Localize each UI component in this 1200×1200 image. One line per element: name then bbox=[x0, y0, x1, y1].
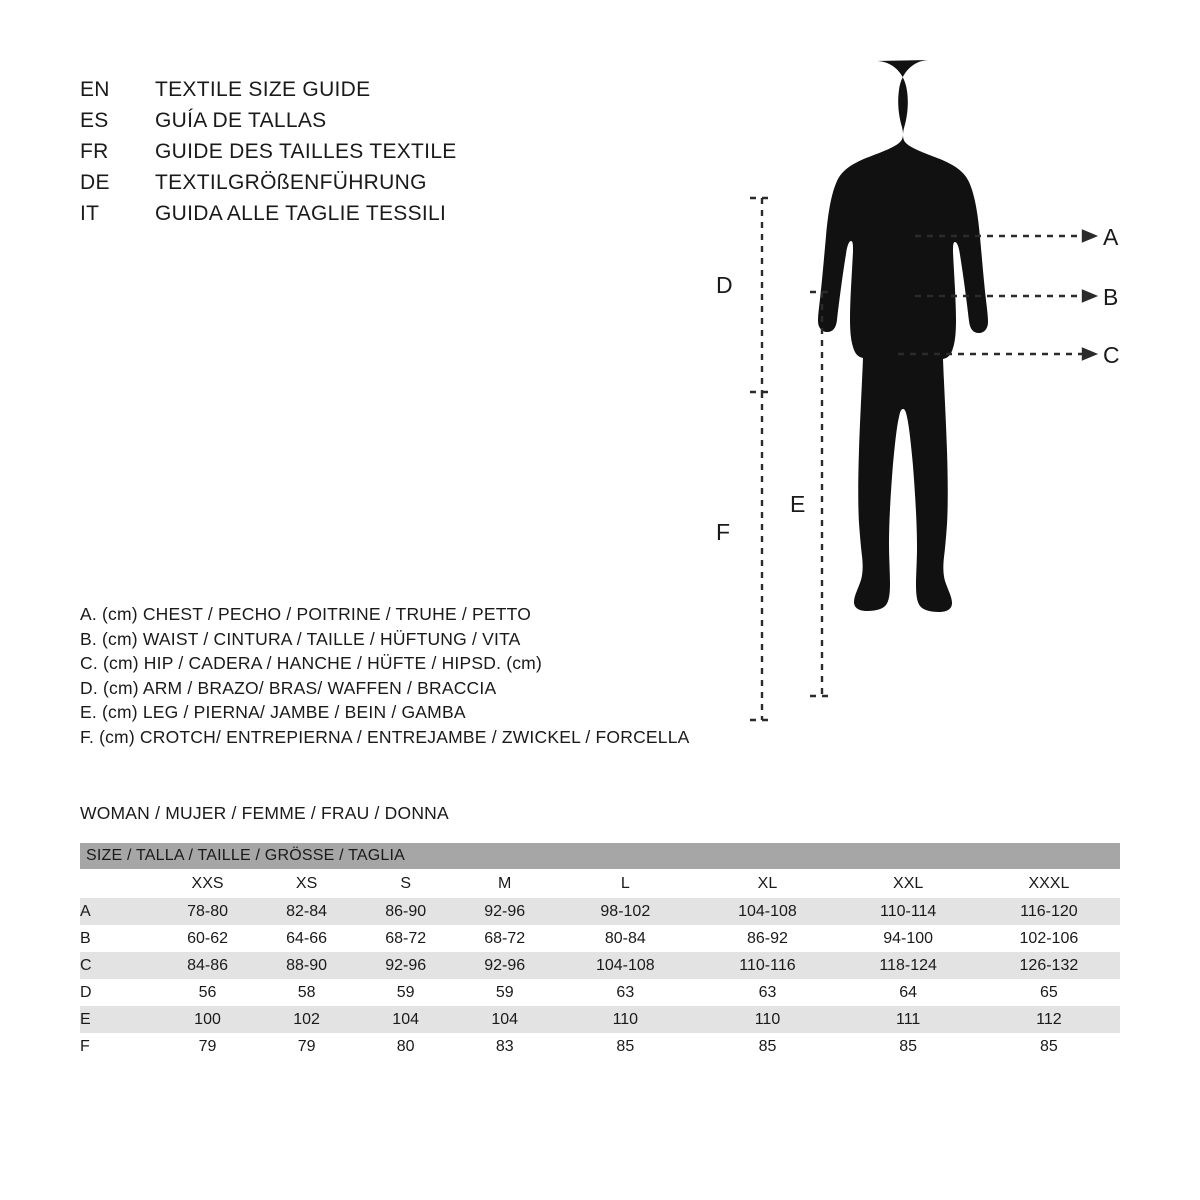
table-row bbox=[80, 979, 1120, 1006]
cell-a-xxxl: 116-120 bbox=[978, 898, 1120, 925]
cell-f-xs: 79 bbox=[257, 1033, 356, 1060]
cell-f-xxs: 79 bbox=[158, 1033, 257, 1060]
leg-measure-line bbox=[810, 292, 834, 696]
table-row bbox=[80, 952, 1120, 979]
cell-b-xxxl: 102-106 bbox=[978, 925, 1120, 952]
table-col-xxl: XXL bbox=[839, 869, 978, 898]
cell-d-l: 63 bbox=[554, 979, 696, 1006]
cell-c-xs: 88-90 bbox=[257, 952, 356, 979]
cell-d-m: 59 bbox=[455, 979, 554, 1006]
cell-b-xxs: 60-62 bbox=[158, 925, 257, 952]
label-waist-B: B bbox=[1103, 284, 1119, 310]
cell-d-xxs: 56 bbox=[158, 979, 257, 1006]
title-lang-de: DE bbox=[80, 171, 110, 194]
title-lang-fr: FR bbox=[80, 140, 109, 163]
cell-b-xl: 86-92 bbox=[696, 925, 838, 952]
cell-c-m: 92-96 bbox=[455, 952, 554, 979]
crotch-measure-line bbox=[750, 392, 774, 720]
cell-e-xl: 110 bbox=[696, 1006, 838, 1033]
cell-a-xxs: 78-80 bbox=[158, 898, 257, 925]
row-label-c: C bbox=[80, 952, 158, 979]
cell-c-xl: 110-116 bbox=[696, 952, 838, 979]
table-col-xs: XS bbox=[257, 869, 356, 898]
row-label-b: B bbox=[80, 925, 158, 952]
label-leg-E: E bbox=[790, 491, 806, 517]
cell-e-xxs: 100 bbox=[158, 1006, 257, 1033]
row-label-d: D bbox=[80, 979, 158, 1006]
row-label-f: F bbox=[80, 1033, 158, 1060]
table-row bbox=[80, 1006, 1120, 1033]
cell-c-xxl: 118-124 bbox=[839, 952, 978, 979]
legend-item-c: C. (cm) HIP / CADERA / HANCHE / HÜFTE / HIPSD. (cm) bbox=[80, 653, 542, 673]
table-col-xxs: XXS bbox=[158, 869, 257, 898]
cell-c-xxxl: 126-132 bbox=[978, 952, 1120, 979]
table-col-s: S bbox=[356, 869, 455, 898]
cell-c-s: 92-96 bbox=[356, 952, 455, 979]
cell-d-xl: 63 bbox=[696, 979, 838, 1006]
cell-f-xxl: 85 bbox=[839, 1033, 978, 1060]
cell-b-xxl: 94-100 bbox=[839, 925, 978, 952]
cell-a-l: 98-102 bbox=[554, 898, 696, 925]
label-hip-C: C bbox=[1103, 342, 1120, 368]
legend-item-e: E. (cm) LEG / PIERNA/ JAMBE / BEIN / GAMBA bbox=[80, 702, 466, 722]
cell-e-m: 104 bbox=[455, 1006, 554, 1033]
label-crotch-F: F bbox=[716, 519, 731, 545]
cell-a-xs: 82-84 bbox=[257, 898, 356, 925]
cell-e-l: 110 bbox=[554, 1006, 696, 1033]
cell-f-xxxl: 85 bbox=[978, 1033, 1120, 1060]
table-band-header: SIZE / TALLA / TAILLE / GRÖSSE / TAGLIA bbox=[80, 843, 1120, 869]
female-silhouette-icon bbox=[818, 60, 988, 612]
legend-item-f: F. (cm) CROTCH/ ENTREPIERNA / ENTREJAMBE / ZWICKEL / FORCELLA bbox=[80, 726, 690, 747]
table-row bbox=[80, 1033, 1120, 1060]
cell-d-xxl: 64 bbox=[839, 979, 978, 1006]
cell-a-m: 92-96 bbox=[455, 898, 554, 925]
cell-f-xl: 85 bbox=[696, 1033, 838, 1060]
cell-e-s: 104 bbox=[356, 1006, 455, 1033]
cell-b-s: 68-72 bbox=[356, 925, 455, 952]
cell-f-s: 80 bbox=[356, 1033, 455, 1060]
size-table bbox=[80, 843, 1120, 1060]
cell-f-l: 85 bbox=[554, 1033, 696, 1060]
label-chest-A: A bbox=[1103, 224, 1119, 250]
cell-e-xxl: 111 bbox=[839, 1006, 978, 1033]
cell-d-xs: 58 bbox=[257, 979, 356, 1006]
title-text-de: TEXTILGRÖßENFÜHRUNG bbox=[155, 171, 427, 194]
title-text-en: TEXTILE SIZE GUIDE bbox=[155, 78, 371, 101]
title-row-it bbox=[80, 202, 600, 233]
cell-e-xxxl: 112 bbox=[978, 1006, 1120, 1033]
legend-item-b: B. (cm) WAIST / CINTURA / TAILLE / HÜFTUNG / VITA bbox=[80, 628, 521, 649]
table-col-l: L bbox=[554, 869, 696, 898]
legend-list bbox=[80, 602, 740, 749]
legend-item-d: D. (cm) ARM / BRAZO/ BRAS/ WAFFEN / BRACCIA bbox=[80, 677, 497, 698]
table-caption: WOMAN / MUJER / FEMME / FRAU / DONNA bbox=[80, 803, 449, 823]
cell-d-s: 59 bbox=[356, 979, 455, 1006]
title-text-fr: GUIDE DES TAILLES TEXTILE bbox=[155, 140, 457, 163]
cell-e-xs: 102 bbox=[257, 1006, 356, 1033]
title-block bbox=[80, 78, 600, 233]
cell-b-l: 80-84 bbox=[554, 925, 696, 952]
title-row-de bbox=[80, 171, 600, 202]
table-col-xxxl: XXXL bbox=[978, 869, 1120, 898]
table-column-header-row bbox=[80, 869, 1120, 898]
table-row bbox=[80, 898, 1120, 925]
title-lang-es: ES bbox=[80, 109, 109, 132]
cell-c-xxs: 84-86 bbox=[158, 952, 257, 979]
title-row-fr bbox=[80, 140, 600, 171]
title-lang-en: EN bbox=[80, 78, 110, 101]
title-text-es: GUÍA DE TALLAS bbox=[155, 109, 327, 132]
table-corner-cell bbox=[80, 869, 158, 898]
table-col-xl: XL bbox=[696, 869, 838, 898]
cell-c-l: 104-108 bbox=[554, 952, 696, 979]
table-band-header-row bbox=[80, 843, 1120, 869]
arm-measure-line bbox=[750, 198, 774, 392]
cell-a-s: 86-90 bbox=[356, 898, 455, 925]
cell-d-xxxl: 65 bbox=[978, 979, 1120, 1006]
cell-a-xxl: 110-114 bbox=[839, 898, 978, 925]
title-lang-it: IT bbox=[80, 202, 100, 225]
table-row bbox=[80, 925, 1120, 952]
cell-b-xs: 64-66 bbox=[257, 925, 356, 952]
title-text-it: GUIDA ALLE TAGLIE TESSILI bbox=[155, 202, 447, 225]
horizontal-measure-arrows bbox=[1083, 231, 1095, 359]
cell-f-m: 83 bbox=[455, 1033, 554, 1060]
legend-item-a: A. (cm) CHEST / PECHO / POITRINE / TRUHE / PETTO bbox=[80, 604, 532, 624]
cell-a-xl: 104-108 bbox=[696, 898, 838, 925]
table-col-m: M bbox=[455, 869, 554, 898]
row-label-a: A bbox=[80, 898, 158, 925]
label-arm-D: D bbox=[716, 272, 733, 298]
title-row-es bbox=[80, 109, 600, 140]
title-row-en bbox=[80, 78, 600, 109]
row-label-e: E bbox=[80, 1006, 158, 1033]
cell-b-m: 68-72 bbox=[455, 925, 554, 952]
